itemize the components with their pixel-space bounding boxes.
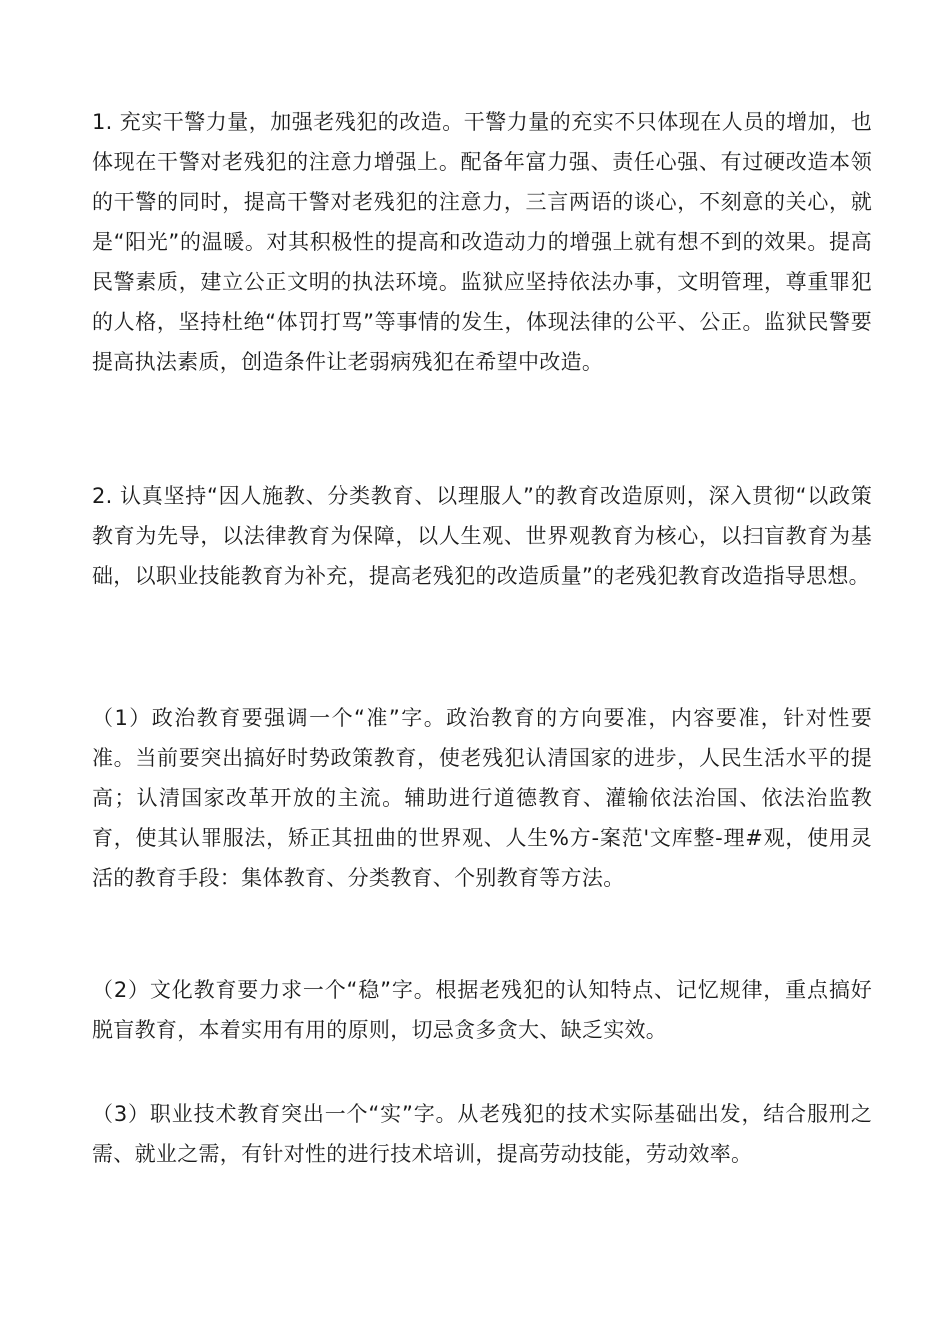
paragraph-5: （3）职业技术教育突出一个“实”字。从老残犯的技术实际基础出发，结合服刑之需、就业之需，有针对性的进行技术培训，提高劳动技能，劳动效率。 [92, 1102, 872, 1166]
paragraph-1: 1. 充实干警力量，加强老残犯的改造。干警力量的充实不只体现在人员的增加，也体现在干警对老残犯的注意力增强上。配备年富力强、责任心强、有过硬改造本领的干警的同时，提高干警对老残犯的注意力，三言两语的谈心，不刻意的关心，就是“阳光”的温暖。对其积极性的提高和改造动力的增强上就有想不到的效果。提高民警素质，建立公正文明的执法环境。监狱应坚持依法办事，文明管理，尊重罪犯的人格，坚持杜绝“体罚打骂”等事情的发生，体现法律的公平、公正。监狱民警要提高执法素质，创造条件让老弱病残犯在希望中改造。 [92, 110, 872, 374]
paragraph-2: 2. 认真坚持“因人施教、分类教育、以理服人”的教育改造原则，深入贯彻“以政策教育为先导，以法律教育为保障，以人生观、世界观教育为核心，以扫盲教育为基础，以职业技能教育为补充，提高老残犯的改造质量”的老残犯教育改造指导思想。 [92, 484, 872, 588]
paragraph-3: （1）政治教育要强调一个“准”字。政治教育的方向要准，内容要准，针对性要准。当前要突出搞好时势政策教育，使老残犯认清国家的进步，人民生活水平的提高；认清国家改革开放的主流。辅助进行道德教育、灌输依法治国、依法治监教育，使其认罪服法，矫正其扭曲的世界观、人生%方-案范'文库整-理#观，使用灵活的教育手段：集体教育、分类教育、个别教育等方法。 [92, 706, 872, 890]
paragraph-4: （2）文化教育要力求一个“稳”字。根据老残犯的认知特点、记忆规律，重点搞好脱盲教育，本着实用有用的原则，切忌贪多贪大、缺乏实效。 [92, 978, 872, 1042]
